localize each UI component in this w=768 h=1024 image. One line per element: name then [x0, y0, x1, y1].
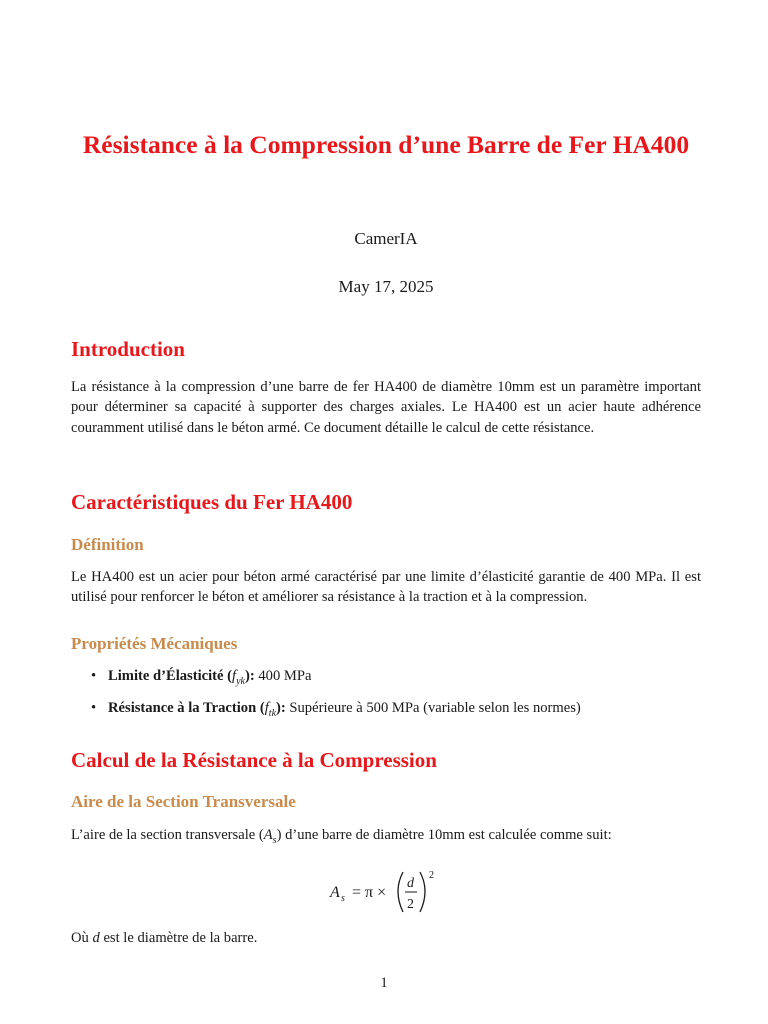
subsection-proprietes-heading: Propriétés Mécaniques — [71, 634, 238, 653]
proprietes-list — [91, 666, 701, 730]
formula-denominator: 2 — [407, 897, 414, 912]
bullet-icon: • — [91, 700, 97, 716]
document-title: Résistance à la Compression d’une Barre de Fer HA400 — [82, 130, 690, 159]
document-date: May 17, 2025 — [338, 277, 434, 296]
introduction-paragraph: La résistance à la compression d’une barre de fer HA400 de diamètre 10mm est un paramètre important pour déterminer sa capacité à supporter des charges axiales. Le HA400 est un acier haute adhérence couramment utilisé dans le béton armé. Ce document détaille le calcul de cette résistance. — [71, 379, 701, 436]
formula-lhs-sub: s — [341, 893, 345, 904]
bullet-icon: • — [91, 668, 97, 684]
formula-equals: = π × — [352, 884, 387, 901]
list-item: • Limite d’Élasticité $(f_{yk})$: 400 MPa — [91, 668, 312, 687]
section-caracteristiques-heading: Caractéristiques du Fer HA400 — [71, 490, 353, 514]
aire-formula — [71, 866, 701, 916]
formula-svg — [71, 866, 701, 922]
left-paren-icon — [398, 872, 403, 912]
formula-lhs: A — [330, 884, 340, 901]
section-calcul-heading: Calcul de la Résistance à la Compression — [71, 748, 437, 772]
subsection-definition-heading: Définition — [71, 535, 144, 554]
subsection-aire-heading: Aire de la Section Transversale — [71, 792, 296, 811]
right-paren-icon — [420, 872, 425, 912]
formula-numerator: d — [407, 876, 414, 891]
page-number: 1 — [380, 975, 388, 991]
section-introduction-heading: Introduction — [71, 337, 185, 361]
document-author: CamerIA — [354, 229, 418, 248]
definition-paragraph: Le HA400 est un acier pour béton armé caractérisé par une limite d’élasticité garantie de 400 MPa. Il est utilisé pour renforcer le béton et améliorer sa résistance à la traction et à la compression. — [71, 569, 701, 606]
aire-paragraph: L’aire de la section transversale $(A_s)$ d’une barre de diamètre 10mm est calculée comme suit: — [71, 827, 612, 846]
formula-exponent: 2 — [429, 870, 434, 881]
list-item: • Résistance à la Traction $(f_{tk})$: Supérieure à 500 MPa (variable selon les normes) — [91, 700, 581, 719]
diameter-note: Où d est le diamètre de la barre. — [71, 930, 258, 946]
